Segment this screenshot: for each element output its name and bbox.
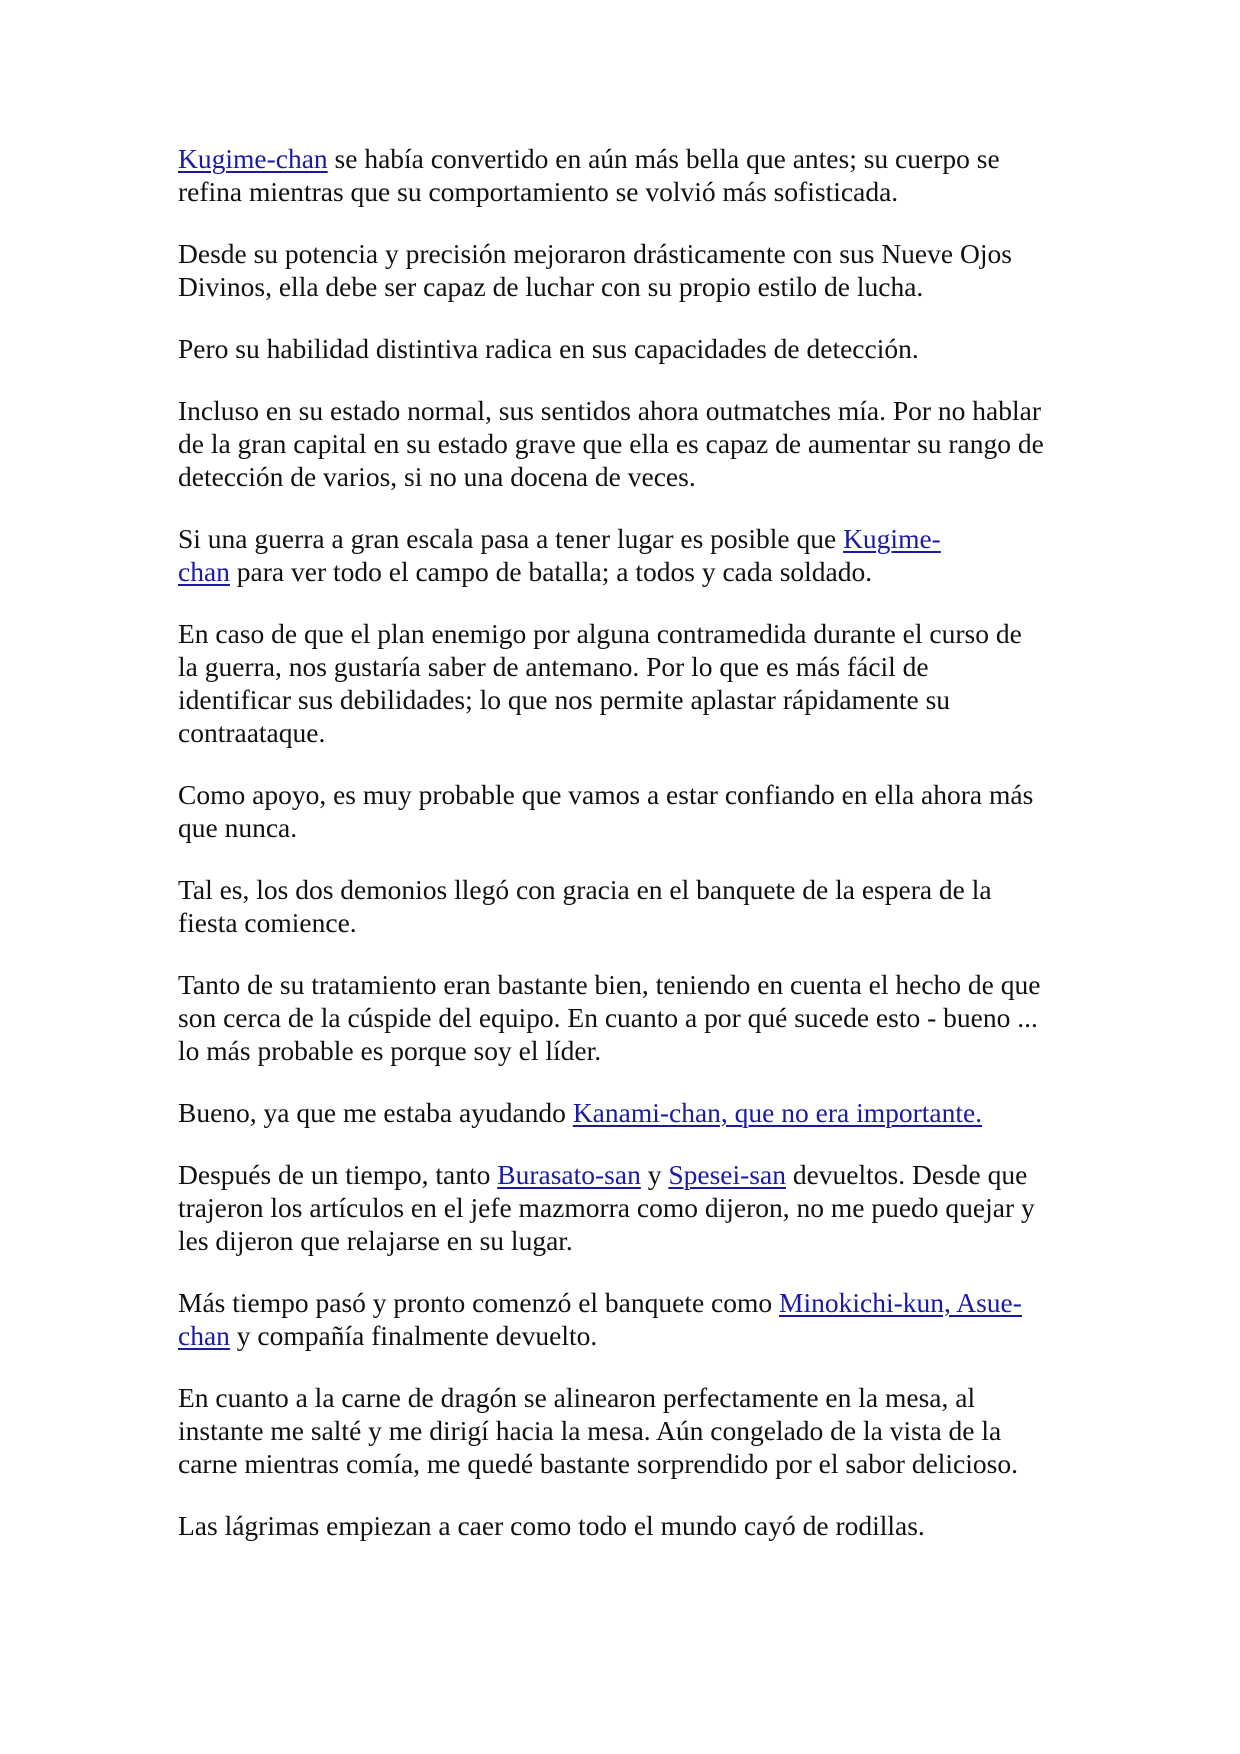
paragraph-11 xyxy=(178,1158,1078,1257)
document-body xyxy=(178,142,1078,1571)
paragraph-13 xyxy=(178,1381,1078,1480)
link-spesei-san[interactable]: Spesei-san xyxy=(668,1159,786,1190)
paragraph-text: para ver todo el campo de batalla; a todos y cada soldado. xyxy=(229,556,873,587)
paragraph-text: devueltos. Desde que trajeron los artículos en el jefe mazmorra como dijeron, no me puedo quejar y les dijeron que relajarse en su lugar. xyxy=(178,1159,1035,1256)
paragraph-text: Bueno, ya que me estaba ayudando xyxy=(178,1097,573,1128)
paragraph-text: Pero su habilidad distintiva radica en sus capacidades de detección. xyxy=(178,333,919,364)
paragraph-9 xyxy=(178,968,1078,1067)
paragraph-text: y compañía finalmente devuelto. xyxy=(229,1320,598,1351)
paragraph-2 xyxy=(178,237,1078,303)
paragraph-text: Incluso en su estado normal, sus sentidos ahora outmatches mía. Por no hablar de la gran capital en su estado grave que ella es capaz de aumentar su rango de detección de varios, si no una docena de veces. xyxy=(178,395,1044,492)
paragraph-text: Desde su potencia y precisión mejoraron drásticamente con sus Nueve Ojos Divinos, ella debe ser capaz de luchar con su propio estilo de lucha. xyxy=(178,238,1012,302)
paragraph-text: Las lágrimas empiezan a caer como todo el mundo cayó de rodillas. xyxy=(178,1510,925,1541)
link-kugime-chan[interactable]: Kugime-chan xyxy=(178,143,328,174)
paragraph-text: Tanto de su tratamiento eran bastante bien, teniendo en cuenta el hecho de que son cerca de la cúspide del equipo. En cuanto a por qué sucede esto - bueno ... lo más probable es porque soy el líder. xyxy=(178,969,1041,1066)
paragraph-text: Tal es, los dos demonios llegó con gracia en el banquete de la espera de la fiesta comience. xyxy=(178,874,992,938)
link-burasato-san[interactable]: Burasato-san xyxy=(497,1159,641,1190)
paragraph-14 xyxy=(178,1509,1078,1542)
paragraph-text: En cuanto a la carne de dragón se alinearon perfectamente en la mesa, al instante me salté y me dirigí hacia la mesa. Aún congelado de la vista de la carne mientras comía, me quedé bastante sorprendido por el sabor delicioso. xyxy=(178,1382,1018,1479)
paragraph-7 xyxy=(178,778,1078,844)
link-minokichi-kun-asue-chan[interactable]: Minokichi-kun, Asue- chan xyxy=(178,1287,1022,1351)
paragraph-5 xyxy=(178,522,1078,588)
paragraph-4 xyxy=(178,394,1078,493)
paragraph-1 xyxy=(178,142,1078,208)
paragraph-12 xyxy=(178,1286,1078,1352)
paragraph-text: En caso de que el plan enemigo por alguna contramedida durante el curso de la guerra, nos gustaría saber de antemano. Por lo que es más fácil de identificar sus debilidades; lo que nos permite aplastar rápidamente su contraataque. xyxy=(178,618,1022,748)
paragraph-text: Más tiempo pasó y pronto comenzó el banquete como xyxy=(178,1287,780,1318)
paragraph-text: Como apoyo, es muy probable que vamos a estar confiando en ella ahora más que nunca. xyxy=(178,779,1034,843)
paragraph-text: y xyxy=(640,1159,669,1190)
paragraph-6 xyxy=(178,617,1078,749)
paragraph-text: se había convertido en aún más bella que antes; su cuerpo se refina mientras que su comportamiento se volvió más sofisticada. xyxy=(178,143,1000,207)
link-kugime-chan[interactable]: Kugime- chan xyxy=(178,523,941,587)
paragraph-text: Después de un tiempo, tanto xyxy=(178,1159,498,1190)
paragraph-8 xyxy=(178,873,1078,939)
paragraph-text: Si una guerra a gran escala pasa a tener lugar es posible que xyxy=(178,523,844,554)
paragraph-10 xyxy=(178,1096,1078,1129)
paragraph-3 xyxy=(178,332,1078,365)
link-kanami-chan[interactable]: Kanami-chan, que no era importante. xyxy=(572,1097,983,1128)
